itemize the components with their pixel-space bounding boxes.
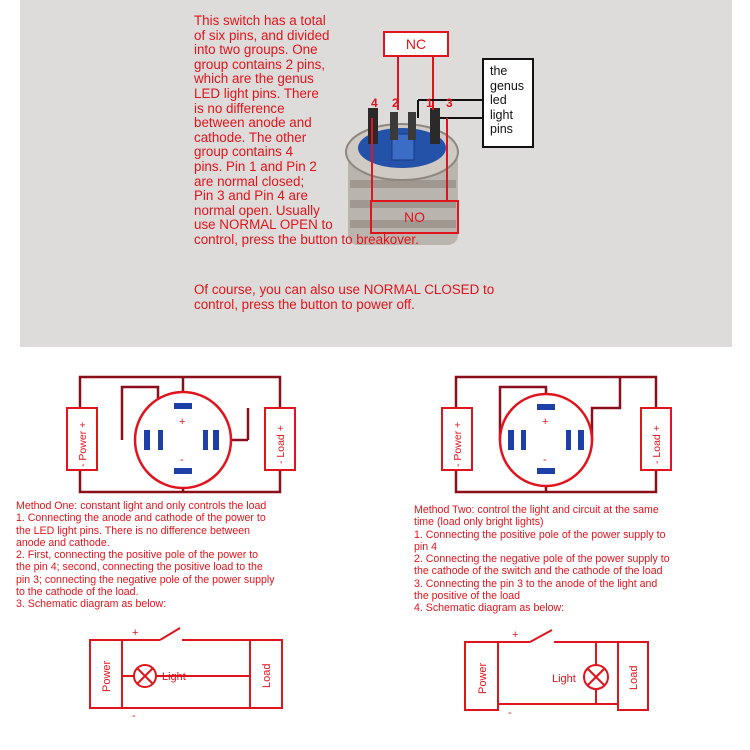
nc-label-box: NC [383, 31, 449, 57]
pin-label-1: 1 [426, 96, 433, 110]
no-label-box: NO [370, 200, 459, 234]
m2s-load-label: Load [628, 665, 640, 690]
pin-label-3: 3 [446, 96, 453, 110]
m1-power-label: - Power + [77, 421, 89, 467]
led-pins-label-box: the genus led light pins [482, 58, 534, 148]
m1-minus-sign: - [180, 454, 184, 466]
m1-load-label: - Load + [275, 425, 287, 464]
m1s-minus: - [132, 710, 136, 722]
m1-plus-sign: + [179, 416, 186, 428]
m2-plus-sign: + [542, 416, 549, 428]
m2-power-label: - Power + [452, 421, 464, 467]
m1s-plus: + [132, 627, 139, 639]
m2s-light-label: Light [552, 673, 576, 685]
m2-load-label: - Load + [651, 425, 663, 464]
m1s-light-label: Light [162, 671, 186, 683]
m2s-plus: + [512, 629, 519, 641]
m1s-load-label: Load [261, 663, 273, 688]
switch-description-tail: Of course, you can also use NORMAL CLOSED to control, press the button to power off. [194, 282, 495, 312]
method-one-text: Method One: constant light and only controls the load 1. Connecting the anode and cathode of the power to the LED light pins. There is no difference between anode and cathode. 2. First, connecting the positive pole of the power to the pin 4; second, connecting the positive load to the pin 3; connecting the negative pole of the power supply to the cathode of the load. 3. Schematic diagram as below: [16, 500, 275, 611]
m2s-power-label: Power [477, 662, 489, 694]
m1s-power-label: Power [101, 660, 113, 692]
m2s-minus: - [508, 707, 512, 719]
switch-description: This switch has a total of six pins, and divided into two groups. One group contains 2 pins, which are the genus LED light pins. There is no difference between anode and cathode. The other group contains 4 pins. Pin 1 and Pin 2 are normal closed; Pin 3 and Pin 4 are normal open. Usually use NORMAL OPEN to control, press the button to breakover. [194, 13, 419, 247]
pin-label-4: 4 [371, 96, 378, 110]
method-two-text: Method Two: control the light and circuit at the same time (load only bright lights) 1. Connecting the positive pole of the power supply to pin 4 2. Connecting the negative pole of the power supply to the cathode of the switch and the cathode of the load 3. Connecting the pin 3 to the anode of the light and the positive of the load 4. Schematic diagram as below: [414, 504, 670, 615]
pin-label-2: 2 [392, 96, 399, 110]
m2-minus-sign: - [543, 454, 547, 466]
